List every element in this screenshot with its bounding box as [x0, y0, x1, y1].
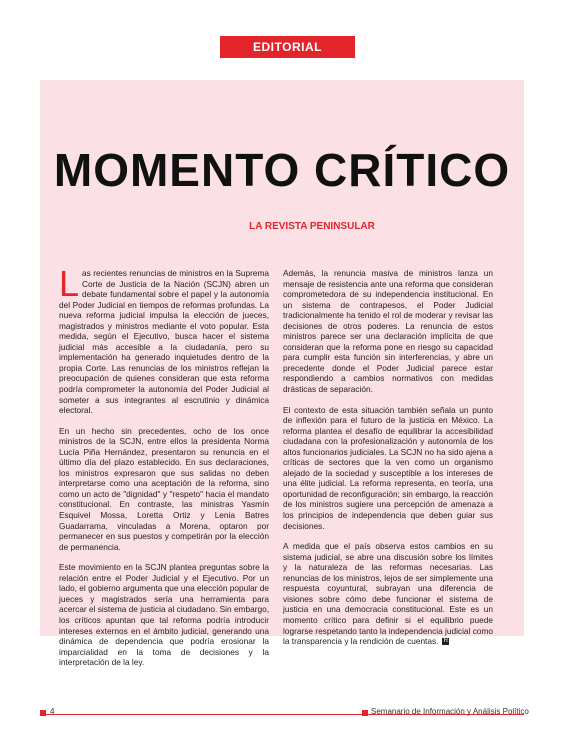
- article-byline: LA REVISTA PENINSULAR: [249, 221, 375, 232]
- page-number: 4: [50, 707, 55, 716]
- footer-marker: [362, 710, 368, 716]
- end-of-article-icon: R: [443, 638, 449, 645]
- drop-cap: L: [59, 263, 80, 304]
- section-label: EDITORIAL: [220, 36, 355, 58]
- right-column: [283, 268, 493, 657]
- footer-marker: [40, 710, 46, 716]
- paragraph: A medida que el país observa estos cambios en su sistema judicial, se abre una discusión sobre los límites y la naturaleza de las reformas necesarias. Las renuncias de los ministros, lejos de ser simplemente una respuesta coyuntural, subrayan una diferencia de visiones sobre cómo debe funcionar el sistema de justicia en una democracia constitucional. Este es un momento crítico para definir si el equilibrio puede lograrse respetando tanto la independencia judicial como la transparencia y la rendición de cuentas. R: [283, 541, 493, 647]
- paragraph: El contexto de esta situación también señala un punto de inflexión para el futuro de la justicia en México. La reforma plantea el desafío de equilibrar la accesibilidad ciudadana con la profesionalización y autonomía de los altos funcionarios judiciales. La SCJN no ha sido ajena a críticas de sectores que la ven como un organismo alejado de la sociedad y susceptible a los intereses de una élite judicial. La reforma representa, en teoría, una oportunidad de reconfiguración; sin embargo, la reacción de los ministros sugiere una percepción de amenaza a los principios de independencia que deben guiar sus decisiones.: [283, 404, 493, 531]
- publication-name: Semanario de Información y Análisis Político: [371, 707, 529, 716]
- paragraph: En un hecho sin precedentes, ocho de los once ministros de la SCJN, entre ellos la presidenta Norma Lucía Piña Hernández, presentaron su renuncia en el último día del plazo establecido. En sus declaraciones, los ministros expresaron que sus salidas no deben interpretarse como una aceptación de la reforma, sino como un acto de "dignidad" y "respeto" hacia el mandato constitucional. En contraste, las ministras Yasmín Esquivel Mossa, Loretta Ortiz y Lenia Batres Guadarrama, vinculadas a Morena, optaron por permanecer en sus puestos y competirán por la elección de permanencia.: [59, 425, 269, 552]
- left-column: [59, 263, 269, 678]
- article-title: MOMENTO CRÍTICO: [53, 144, 511, 196]
- paragraph: Las recientes renuncias de ministros en la Suprema Corte de Justicia de la Nación (SCJN) abren un debate fundamental sobre el papel y la autonomía del Poder Judicial en tiempos de reformas profundas. La nueva reforma judicial impulsa la elección de jueces, magistrados y ministros mediante el voto popular. Esta medida, según el Ejecutivo, busca hacer el sistema judicial más accesible a la ciudadanía, pero su implementación ha generado inquietudes dentro de la propia Corte. Las renuncias de los ministros reflejan la preocupación de quienes consideran que esta reforma podría comprometer la autonomía del Poder Judicial al someter a sus integrantes al escrutinio y dinámica electoral.: [59, 263, 269, 416]
- paragraph: Además, la renuncia masiva de ministros lanza un mensaje de resistencia ante una reforma que consideran comprometedora de su independencia institucional. En un sistema de contrapesos, el Poder Judicial tradicionalmente ha tenido el rol de moderar y revisar las decisiones de otros poderes. La renuncia de estos ministros parece ser una declaración implícita de que consideran que la reforma pone en riesgo su capacidad para cumplir esta función sin interferencias, y abre un precedente donde el Poder Judicial parece estar respondiendo a cambios normativos con medidas drásticas de separación.: [283, 268, 493, 395]
- paragraph: Este movimiento en la SCJN plantea preguntas sobre la relación entre el Poder Judicial y el Ejecutivo. Por un lado, el gobierno argumenta que una elección popular de jueces y magistrados sería una herramienta para acercar el sistema de justicia al ciudadano. Sin embargo, los críticos apuntan que tal reforma podría introducir intereses externos en el ámbito judicial, generando una dinámica de dependencia que podría erosionar la imparcialidad en la toma de decisiones y la interpretación de la ley.: [59, 562, 269, 668]
